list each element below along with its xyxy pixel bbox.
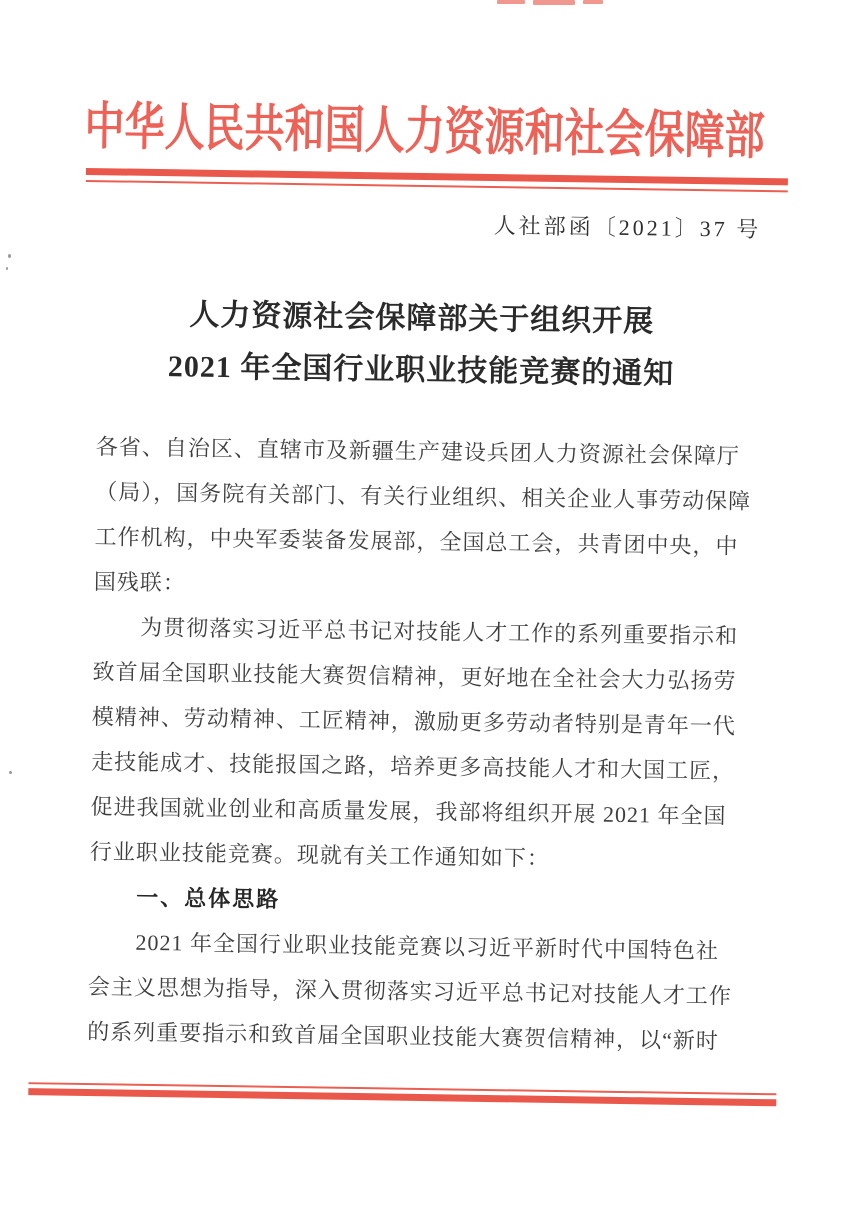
scan-artifact-red-mark: [533, 0, 575, 5]
body-line: 会主义思想为指导，深入贯彻落实习近平总书记对技能人才工作: [87, 974, 733, 1009]
body-line: 工作机构，中央军委装备发展部，全国总工会，共青团中央，中: [94, 524, 739, 559]
body-line: 2021 年全国行业职业技能竞赛以习近平新时代中国特色社: [135, 929, 720, 964]
letterhead-org-name: 中华人民共和国人力资源和社会保障部: [84, 97, 766, 166]
body-line: 促进我国就业创业和高质量发展，我部将组织开展 2021 年全国: [90, 794, 727, 829]
body-line: 行业职业技能竞赛。现就有关工作通知如下：: [89, 839, 551, 871]
notice-title-line2: 2021 年全国行业职业技能竞赛的通知: [167, 350, 675, 391]
body-line: 致首届全国职业技能大赛贺信精神，更好地在全社会大力弘扬劳: [92, 659, 737, 694]
section-heading: 一、总体思路: [136, 884, 281, 912]
notice-title-line1: 人力资源社会保障部关于组织开展: [189, 298, 655, 339]
scan-artifact-red-mark: [497, 0, 525, 4]
body-line: （局），国务院有关部门、有关行业组织、相关企业人事劳动保障: [95, 479, 752, 514]
body-line: 为贯彻落实习近平总书记对技能人才工作的系列重要指示和: [140, 614, 739, 649]
body-line: 的系列重要指示和致首届全国职业技能大赛贺信精神，以“新时: [87, 1019, 720, 1054]
body-line: 走技能成才、技能报国之路，培养更多高技能人才和大国工匠，: [91, 749, 736, 784]
document-number: 人社部函〔2021〕37 号: [493, 212, 762, 242]
body-line: 各省、自治区、直辖市及新疆生产建设兵团人力资源社会保障厅: [95, 434, 741, 469]
scan-artifact-red-mark: [583, 0, 603, 4]
body-line: 模精神、劳动精神、工匠精神，激励更多劳动者特别是青年一代: [91, 704, 737, 739]
body-line: 国残联：: [93, 569, 187, 596]
